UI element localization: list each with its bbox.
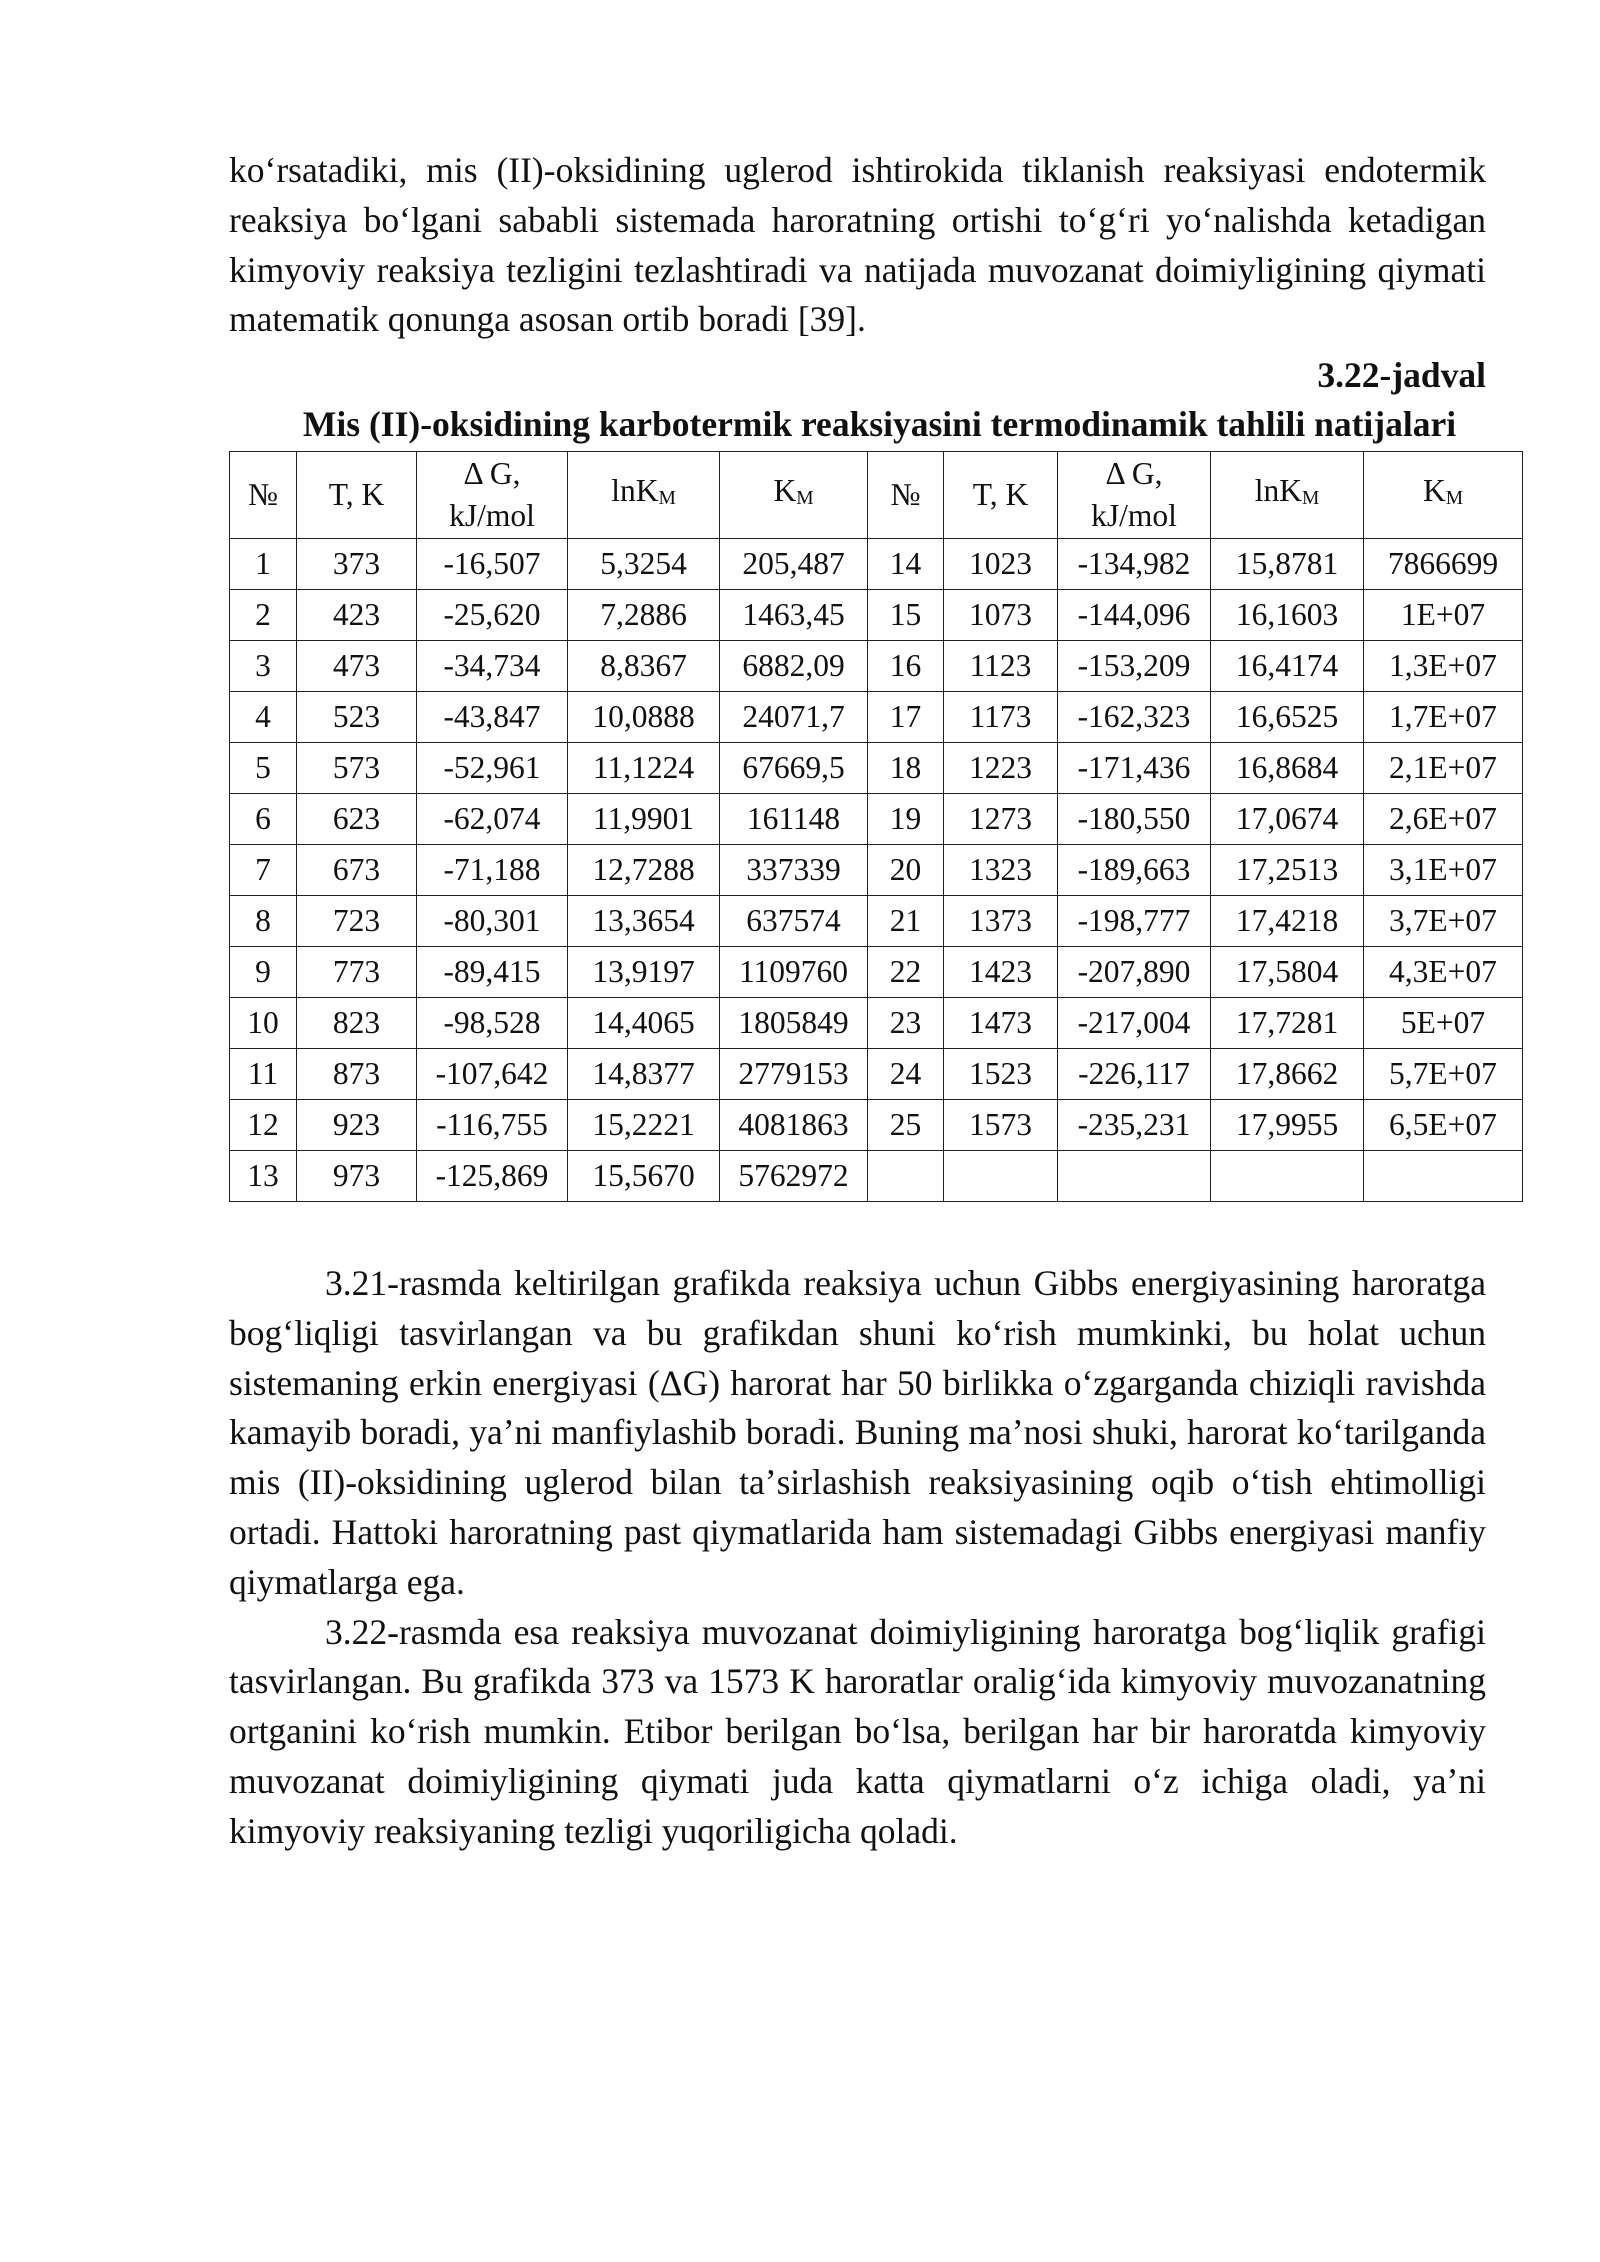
- table-cell: 11: [230, 1049, 297, 1100]
- table-cell: 673: [297, 845, 417, 896]
- table-cell: 17: [868, 692, 944, 743]
- table-cell: [1058, 1151, 1211, 1202]
- table-cell: 1573: [944, 1100, 1058, 1151]
- table-cell: 12,7288: [568, 845, 720, 896]
- table-cell: 5E+07: [1364, 998, 1523, 1049]
- table-cell: 13,9197: [568, 947, 720, 998]
- table-cell: 2779153: [720, 1049, 868, 1100]
- header-delta-g: Δ G, kJ/mol: [417, 452, 568, 539]
- thermodynamic-table: [229, 451, 1523, 1202]
- table-cell: 18: [868, 743, 944, 794]
- header-no-2: №: [868, 452, 944, 539]
- table-cell: 15,5670: [568, 1151, 720, 1202]
- table-cell: 1: [230, 539, 297, 590]
- table-cell: 1123: [944, 641, 1058, 692]
- table-cell: 23: [868, 998, 944, 1049]
- table-cell: 2: [230, 590, 297, 641]
- table-cell: 17,2513: [1211, 845, 1364, 896]
- header-temperature: T, K: [297, 452, 417, 539]
- table-cell: 523: [297, 692, 417, 743]
- table-cell: 1323: [944, 845, 1058, 896]
- table-row: [230, 794, 1523, 845]
- table-cell: 16: [868, 641, 944, 692]
- table-cell: 1523: [944, 1049, 1058, 1100]
- table-cell: 1463,45: [720, 590, 868, 641]
- table-cell: 16,6525: [1211, 692, 1364, 743]
- table-cell: 7: [230, 845, 297, 896]
- table-cell: 161148: [720, 794, 868, 845]
- table-cell: 16,4174: [1211, 641, 1364, 692]
- table-cell: [1211, 1151, 1364, 1202]
- table-cell: 373: [297, 539, 417, 590]
- table-cell: 15: [868, 590, 944, 641]
- table-cell: 16,1603: [1211, 590, 1364, 641]
- table-cell: 6882,09: [720, 641, 868, 692]
- header-temperature-2: T, K: [944, 452, 1058, 539]
- table-cell: 13,3654: [568, 896, 720, 947]
- table-cell: 1073: [944, 590, 1058, 641]
- table-cell: 1805849: [720, 998, 868, 1049]
- table-cell: 10,0888: [568, 692, 720, 743]
- table-cell: -235,231: [1058, 1100, 1211, 1151]
- table-cell: 15,2221: [568, 1100, 720, 1151]
- table-row: [230, 896, 1523, 947]
- table-row: [230, 590, 1523, 641]
- table-cell: -16,507: [417, 539, 568, 590]
- table-cell: 4081863: [720, 1100, 868, 1151]
- table-cell: 10: [230, 998, 297, 1049]
- table-cell: -116,755: [417, 1100, 568, 1151]
- header-k: $K_M$: [720, 452, 868, 539]
- table-cell: 5762972: [720, 1151, 868, 1202]
- paragraph-gibbs: 3.21-rasmda keltirilgan grafikda reaksiya uchun Gibbs energiyasining haroratga bogʻliqligi tasvirlangan va bu grafikdan shuni koʻrish mumkinki, bu holat uchun sistemaning erkin energiyasi (ΔG) harorat har 50 birlikka oʻzgarganda chiziqli ravishda kamayib boradi, yaʼni manfiylashib boradi. Buning maʼnosi shuki, harorat koʻtarilganda mis (II)-oksidining uglerod bilan taʼsirlashish reaksiyasining oqib oʻtish ehtimolligi ortadi. Hattoki haroratning past qiymatlarida ham sistemadagi Gibbs energiyasi manfiy qiymatlarga ega.: [229, 1263, 1486, 1602]
- table-cell: 2,1E+07: [1364, 743, 1523, 794]
- table-cell: 4: [230, 692, 297, 743]
- table-cell: 873: [297, 1049, 417, 1100]
- table-cell: -98,528: [417, 998, 568, 1049]
- table-cell: 1273: [944, 794, 1058, 845]
- table-row: [230, 845, 1523, 896]
- table-cell: 473: [297, 641, 417, 692]
- table-body: [230, 539, 1523, 1202]
- table-cell: -189,663: [1058, 845, 1211, 896]
- table-cell: 5,7E+07: [1364, 1049, 1523, 1100]
- table-cell: 14: [868, 539, 944, 590]
- table-cell: 3: [230, 641, 297, 692]
- table-cell: 14,4065: [568, 998, 720, 1049]
- table-header-row: [230, 452, 1523, 539]
- table-cell: [868, 1151, 944, 1202]
- table-cell: 24071,7: [720, 692, 868, 743]
- table-row: [230, 947, 1523, 998]
- table-cell: 637574: [720, 896, 868, 947]
- table-cell: 205,487: [720, 539, 868, 590]
- table-cell: 1E+07: [1364, 590, 1523, 641]
- header-lnk-2: lnK$_M$: [1211, 452, 1364, 539]
- table-row: [230, 998, 1523, 1049]
- table-cell: 623: [297, 794, 417, 845]
- table-cell: 13: [230, 1151, 297, 1202]
- table-cell: 11,1224: [568, 743, 720, 794]
- table-cell: 19: [868, 794, 944, 845]
- table-cell: 24: [868, 1049, 944, 1100]
- paragraph-equilibrium: 3.22-rasmda esa reaksiya muvozanat doimiyligining haroratga bogʻliqlik grafigi tasvirlangan. Bu grafikda 373 va 1573 K haroratlar oraligʻida kimyoviy muvozanatning ortganini koʻrish mumkin. Etibor berilgan boʻlsa, berilgan har bir haroratda kimyoviy muvozanat doimiyligining qiymati juda katta qiymatlarni oʻz ichiga oladi, yaʼni kimyoviy reaksiyaning tezligi yuqoriligicha qoladi.: [229, 1611, 1486, 1851]
- table-cell: 15,8781: [1211, 539, 1364, 590]
- table-cell: 8: [230, 896, 297, 947]
- table-cell: 9: [230, 947, 297, 998]
- table-cell: -80,301: [417, 896, 568, 947]
- table-cell: 573: [297, 743, 417, 794]
- table-cell: 3,1E+07: [1364, 845, 1523, 896]
- table-cell: 1373: [944, 896, 1058, 947]
- intro-paragraph: koʻrsatadiki, mis (II)-oksidining uglerod ishtirokida tiklanish reaksiyasi endotermik reaksiya boʻlgani sababli sistemada haroratning ortishi toʻgʻri yoʻnalishda ketadigan kimyoviy reaksiya tezligini tezlashtiradi va natijada muvozanat doimiyligining qiymati matematik qonunga asosan ortib boradi [39].: [229, 150, 1486, 340]
- header-delta-g-2: Δ G, kJ/mol: [1058, 452, 1211, 539]
- table-cell: 5,3254: [568, 539, 720, 590]
- table-cell: 16,8684: [1211, 743, 1364, 794]
- table-cell: 17,5804: [1211, 947, 1364, 998]
- table-row: [230, 1049, 1523, 1100]
- table-cell: -198,777: [1058, 896, 1211, 947]
- table-cell: 6,5E+07: [1364, 1100, 1523, 1151]
- table-cell: -226,117: [1058, 1049, 1211, 1100]
- table-cell: 4,3E+07: [1364, 947, 1523, 998]
- table-cell: -144,096: [1058, 590, 1211, 641]
- table-cell: -52,961: [417, 743, 568, 794]
- table-title: Mis (II)-oksidining karbotermik reaksiyasini termodinamik tahlili natijalari: [302, 404, 1457, 444]
- table-row: [230, 692, 1523, 743]
- table-cell: -107,642: [417, 1049, 568, 1100]
- table-cell: -217,004: [1058, 998, 1211, 1049]
- table-cell: 17,7281: [1211, 998, 1364, 1049]
- table-cell: 8,8367: [568, 641, 720, 692]
- table-row: [230, 743, 1523, 794]
- table-cell: 11,9901: [568, 794, 720, 845]
- table-cell: -89,415: [417, 947, 568, 998]
- table-cell: 17,9955: [1211, 1100, 1364, 1151]
- table-cell: [944, 1151, 1058, 1202]
- table-cell: 7866699: [1364, 539, 1523, 590]
- table-cell: -207,890: [1058, 947, 1211, 998]
- table-cell: 3,7E+07: [1364, 896, 1523, 947]
- table-cell: -171,436: [1058, 743, 1211, 794]
- body-paragraphs: [229, 1259, 1486, 1857]
- table-cell: -34,734: [417, 641, 568, 692]
- table-cell: 20: [868, 845, 944, 896]
- table-cell: 6: [230, 794, 297, 845]
- header-k-2: $K_M$: [1364, 452, 1523, 539]
- table-cell: 337339: [720, 845, 868, 896]
- table-cell: -162,323: [1058, 692, 1211, 743]
- table-cell: 2,6E+07: [1364, 794, 1523, 845]
- table-cell: 973: [297, 1151, 417, 1202]
- table-cell: 25: [868, 1100, 944, 1151]
- table-cell: 1109760: [720, 947, 868, 998]
- table-cell: -134,982: [1058, 539, 1211, 590]
- table-cell: 1223: [944, 743, 1058, 794]
- table-label: 3.22-jadval: [1317, 355, 1486, 395]
- table-cell: 7,2886: [568, 590, 720, 641]
- table-cell: -25,620: [417, 590, 568, 641]
- table-cell: -125,869: [417, 1151, 568, 1202]
- table-cell: 723: [297, 896, 417, 947]
- table-row: [230, 539, 1523, 590]
- table-cell: 823: [297, 998, 417, 1049]
- table-cell: 423: [297, 590, 417, 641]
- table-cell: 14,8377: [568, 1049, 720, 1100]
- table-cell: -180,550: [1058, 794, 1211, 845]
- table-cell: 22: [868, 947, 944, 998]
- intro-paragraph-block: [229, 146, 1486, 345]
- table-cell: -71,188: [417, 845, 568, 896]
- table-cell: -153,209: [1058, 641, 1211, 692]
- table-row: [230, 641, 1523, 692]
- table-cell: 1,7E+07: [1364, 692, 1523, 743]
- table-row: [230, 1100, 1523, 1151]
- header-lnk: lnK$_M$: [568, 452, 720, 539]
- table-row: [230, 1151, 1523, 1202]
- table-cell: 5: [230, 743, 297, 794]
- table-cell: 67669,5: [720, 743, 868, 794]
- table-cell: -43,847: [417, 692, 568, 743]
- table-cell: 1023: [944, 539, 1058, 590]
- table-cell: 1173: [944, 692, 1058, 743]
- table-cell: 17,0674: [1211, 794, 1364, 845]
- table-cell: 773: [297, 947, 417, 998]
- table-cell: 1473: [944, 998, 1058, 1049]
- table-cell: 17,8662: [1211, 1049, 1364, 1100]
- header-no: №: [230, 452, 297, 539]
- table-cell: 21: [868, 896, 944, 947]
- table-cell: 12: [230, 1100, 297, 1151]
- table-cell: 1,3E+07: [1364, 641, 1523, 692]
- table-cell: -62,074: [417, 794, 568, 845]
- table-cell: 1423: [944, 947, 1058, 998]
- table-cell: 17,4218: [1211, 896, 1364, 947]
- table-cell: [1364, 1151, 1523, 1202]
- table-cell: 923: [297, 1100, 417, 1151]
